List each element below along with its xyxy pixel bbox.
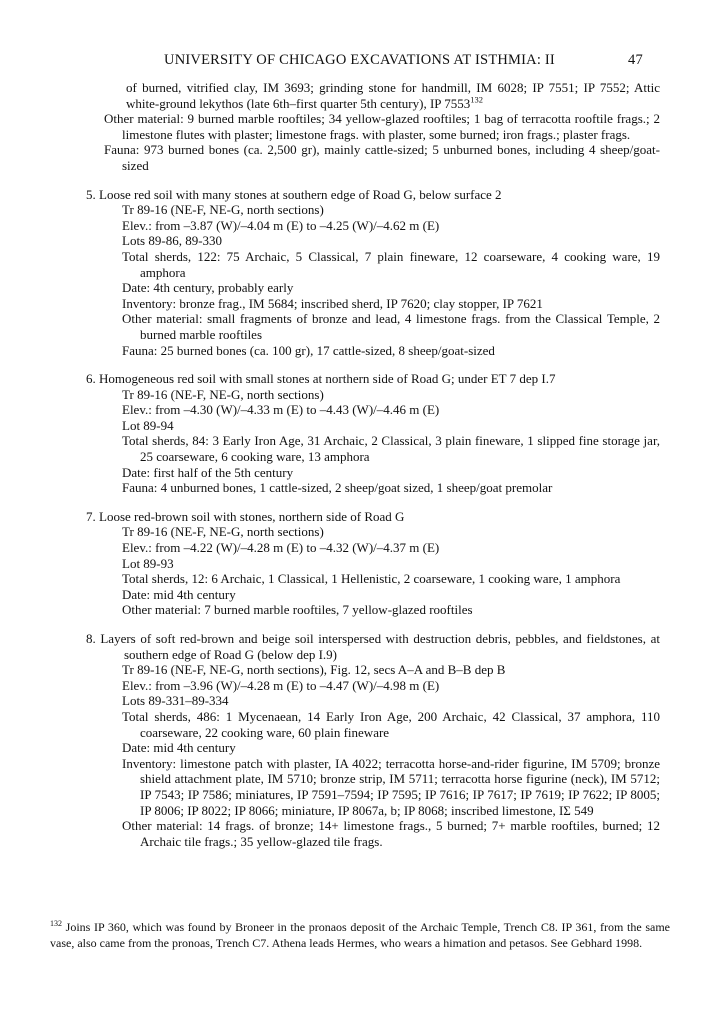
entry-line: Tr 89-16 (NE-F, NE-G, north sections) — [122, 386, 324, 402]
deposit-entry-8 — [86, 631, 660, 849]
entry-line: Tr 89-16 (NE-F, NE-G, north sections) — [122, 202, 324, 218]
deposit-entry-6 — [86, 371, 660, 496]
entry-line: Date: 4th century, probably early — [122, 280, 294, 296]
entry-line: Total sherds, 84: 3 Early Iron Age, 31 Archaic, 2 Classical, 3 plain fineware, 1 slipped fine storage jar, 25 coarseware, 6 cooking ware, 13 amphora — [122, 433, 660, 465]
entry-line: Fauna: 4 unburned bones, 1 cattle-sized, 2 sheep/goat sized, 1 sheep/goat premolar — [122, 480, 553, 496]
entry-line: Elev.: from –3.87 (W)/–4.04 m (E) to –4.25 (W)/–4.62 m (E) — [122, 217, 440, 233]
entry-line: Elev.: from –4.30 (W)/–4.33 m (E) to –4.43 (W)/–4.46 m (E) — [122, 402, 440, 418]
continued-fauna: Fauna: 973 burned bones (ca. 2,500 gr), mainly cattle-sized; 5 unburned bones, including 4 sheep/goat-sized — [104, 142, 660, 173]
footnote-text: Joins IP 360, which was found by Broneer in the pronaos deposit of the Archaic Temple, Trench C8. IP 361, from the same vase, also came from the pronoas, Trench C7. Athena leads Hermes, who wears a himation and petasos. See Gebhard 1998. — [50, 920, 670, 950]
entry-line: Total sherds, 122: 75 Archaic, 5 Classical, 7 plain fineware, 12 coarseware, 4 cooking ware, 19 amphora — [122, 248, 660, 280]
footnote-number: 132 — [50, 919, 62, 928]
page-body — [86, 80, 660, 849]
deposit-entry-5 — [86, 187, 660, 359]
continued-inventory: of burned, vitrified clay, IM 3693; grinding stone for handmill, IM 6028; IP 7551; IP 7552; Attic white-ground lekythos (late 6th–first quarter 5th century), IP 7553$^{132}$ — [126, 80, 660, 111]
entry-line: Date: mid 4th century — [122, 586, 236, 602]
entry-line: Tr 89-16 (NE-F, NE-G, north sections), Fig. 12, secs A–A and B–B dep B — [122, 662, 506, 678]
entry-line: Date: mid 4th century — [122, 740, 236, 756]
entry-heading: 7. Loose red-brown soil with stones, northern side of Road G — [86, 508, 405, 524]
entry-heading: 6. Homogeneous red soil with small stones at northern side of Road G; under ET 7 dep I.7 — [86, 371, 556, 387]
entry-line: Total sherds, 12: 6 Archaic, 1 Classical, 1 Hellenistic, 2 coarseware, 1 cooking ware, 1 amphora — [122, 571, 621, 587]
entry-line: Lot 89-93 — [122, 555, 174, 571]
continued-entry — [86, 80, 660, 174]
entry-line: Fauna: 25 burned bones (ca. 100 gr), 17 cattle-sized, 8 sheep/goat-sized — [122, 342, 495, 358]
entry-line: Other material: 14 frags. of bronze; 14+ limestone frags., 5 burned; 7+ marble rooftiles, burned; 12 Archaic tile frags.; 35 yellow-glazed tile frags. — [122, 818, 660, 849]
entry-line: Other material: small fragments of bronze and lead, 4 limestone frags. from the Classical Temple, 2 burned marble rooftiles — [122, 311, 660, 342]
entry-heading: 8. Layers of soft red-brown and beige soil interspersed with destruction debris, pebbles, and fieldstones, at southern edge of Road G (below dep I.9) — [86, 631, 660, 662]
entry-line: Lot 89-94 — [122, 417, 174, 433]
page-number: 47 — [628, 52, 643, 68]
entry-line: Inventory: bronze frag., IM 5684; inscribed sherd, IP 7620; clay stopper, IP 7621 — [122, 295, 543, 311]
deposit-entry-7 — [86, 509, 660, 618]
entry-line: Total sherds, 486: 1 Mycenaean, 14 Early Iron Age, 200 Archaic, 42 Classical, 37 amphora, 110 coarseware, 22 cooking ware, 60 plain fineware — [122, 708, 660, 740]
entry-line: Elev.: from –3.96 (W)/–4.28 m (E) to –4.47 (W)/–4.98 m (E) — [122, 677, 440, 693]
entry-line: Other material: 7 burned marble rooftiles, 7 yellow-glazed rooftiles — [122, 602, 473, 618]
continued-other-material: Other material: 9 burned marble rooftiles; 34 yellow-glazed rooftiles; 1 bag of terracotta rooftile frags.; 2 limestone flutes with plaster; limestone frags. with plaster, some burned; iron frags.; plaster frags. — [104, 111, 660, 142]
entry-line: Date: first half of the 5th century — [122, 464, 294, 480]
entry-line: Tr 89-16 (NE-F, NE-G, north sections) — [122, 524, 324, 540]
entry-heading: 5. Loose red soil with many stones at southern edge of Road G, below surface 2 — [86, 186, 502, 202]
footnote-ref[interactable]: 132 — [470, 94, 484, 105]
footnote — [50, 920, 670, 951]
entry-line: Lots 89-86, 89-330 — [122, 233, 223, 249]
entry-line: Elev.: from –4.22 (W)/–4.28 m (E) to –4.32 (W)/–4.37 m (E) — [122, 540, 440, 556]
running-header — [0, 52, 719, 72]
entry-line: Inventory: limestone patch with plaster, IA 4022; terracotta horse-and-rider figurine, IM 5709; bronze shield attachment plate, IM 5710; bronze strip, IM 5711; terracotta horse figurine (neck), IM 5712; IP 7543; IP 7586; miniatures, IP 7591–7594; IP 7595; IP 7616; IP 7617; IP 7619; IP 7622; IP 8005; IP 8006; IP 8022; IP 8066; miniature, IP 8067a, b; IP 8068; inscribed limestone, IΣ 549 — [122, 755, 660, 818]
entry-line: Lots 89-331–89-334 — [122, 693, 229, 709]
running-title: UNIVERSITY OF CHICAGO EXCAVATIONS AT ISTHMIA: II — [164, 52, 555, 68]
